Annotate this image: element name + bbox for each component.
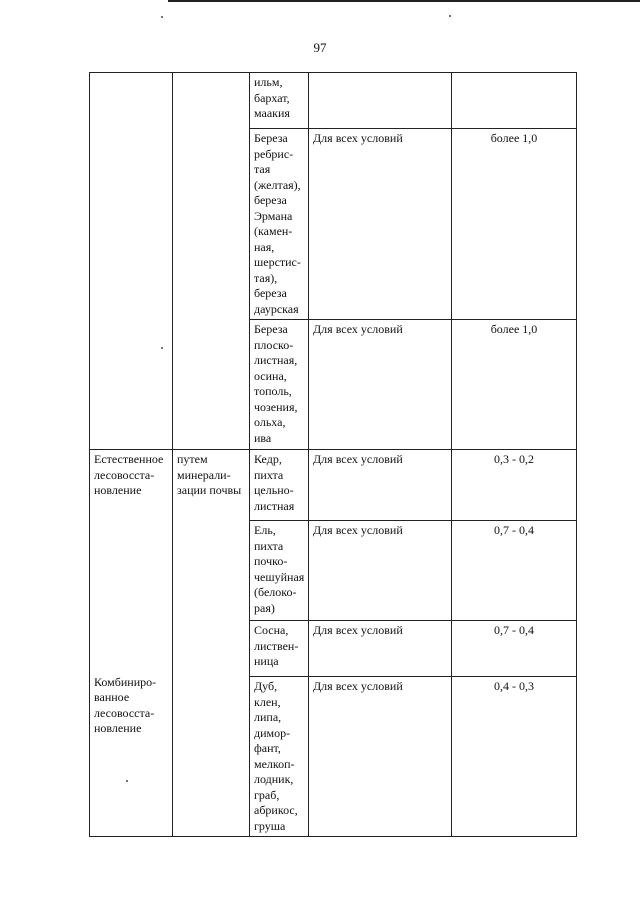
cell-text-line: груша [254, 818, 286, 833]
cell-text-line: Береза [254, 322, 288, 336]
value-cell: более 1,0 [452, 129, 577, 320]
cell-text-line: плоско- [254, 337, 294, 352]
cell-text-line: тая [254, 162, 271, 176]
table-row [90, 73, 577, 129]
cell-text-line: путем [177, 452, 208, 466]
cell-text-line: клен, [254, 694, 281, 709]
species-cell [250, 521, 309, 621]
value-cell: 0,7 - 0,4 [452, 621, 577, 677]
cell-text-line: Эрмана [254, 208, 293, 223]
cell-text-line: осина, [254, 368, 287, 383]
conditions-cell: Для всех условий [309, 320, 452, 450]
cell-text-line: ольха, [254, 415, 286, 429]
technique-cell [173, 450, 250, 837]
species-cell [250, 129, 309, 320]
cell-text-line: ная, [254, 239, 275, 254]
mineralization-label [177, 452, 245, 499]
cell-text-line: новление [94, 721, 142, 735]
cell-text-line: ильм, [254, 75, 283, 89]
cell-text-line: Ель, [254, 523, 276, 537]
cell-text-line: Береза [254, 131, 288, 145]
value-cell: 0,4 - 0,3 [452, 677, 577, 837]
cell-text-line: зации почвы [177, 483, 242, 497]
cell-text-line: Дуб, [254, 679, 278, 693]
cell-text-line: ива [254, 430, 272, 445]
top-border-line [168, 0, 640, 2]
cell-text-line: новление [94, 483, 142, 497]
cell-text-line: ница [254, 654, 279, 668]
conditions-cell: Для всех условий [309, 677, 452, 837]
cell-text-line: тополь, [254, 384, 292, 398]
cell-text-line: тая), [254, 270, 278, 285]
cell-text-line: лесовосста- [94, 467, 155, 482]
cell-text-line: пихта [254, 538, 284, 553]
value-cell: более 1,0 [452, 320, 577, 450]
cell-text-line: рая) [254, 600, 275, 615]
technique-cell [173, 73, 250, 450]
cell-text-line: шерстис- [254, 255, 301, 269]
combined-method-label [94, 675, 168, 737]
cell-text-line: мелкоп- [254, 756, 295, 771]
cell-text-line: маакия [254, 106, 290, 120]
cell-text-line: фант, [254, 741, 281, 755]
cell-text-line: Кедр, [254, 452, 282, 466]
cell-text-line: минерали- [177, 467, 231, 482]
cell-text-line: (камен- [254, 224, 293, 238]
cell-text-line: липа, [254, 710, 282, 724]
cell-text-line: ребрис- [254, 146, 294, 161]
reforestation-table [89, 72, 577, 837]
value-cell: 0,3 - 0,2 [452, 450, 577, 521]
cell-text-line: абрикос, [254, 803, 298, 817]
cell-text-line: ванное [94, 690, 130, 704]
cell-text-line: листная, [254, 353, 298, 367]
value-cell: 0,7 - 0,4 [452, 521, 577, 621]
cell-text-line: Естественное [94, 452, 164, 466]
conditions-cell: Для всех условий [309, 129, 452, 320]
method-cell [90, 73, 173, 450]
page-number: 97 [313, 40, 327, 55]
cell-text-line: береза [254, 286, 287, 300]
cell-text-line: листвен- [254, 638, 299, 653]
cell-text-line: даурская [254, 301, 299, 316]
natural-method-label [94, 452, 168, 499]
cell-text-line: цельно- [254, 483, 294, 497]
cell-text-line: (белоко- [254, 585, 297, 599]
scan-speck [161, 16, 163, 18]
conditions-cell [309, 73, 452, 129]
species-cell [250, 450, 309, 521]
method-cell [90, 450, 173, 837]
species-cell [250, 320, 309, 450]
cell-text-line: пихта [254, 467, 284, 482]
cell-text-line: граб, [254, 787, 280, 802]
value-cell [452, 73, 577, 129]
species-cell [250, 677, 309, 837]
cell-text-line: (желтая), [254, 177, 301, 192]
cell-text-line: Сосна, [254, 623, 289, 637]
cell-text-line: листная [254, 498, 295, 513]
conditions-cell: Для всех условий [309, 450, 452, 521]
cell-text-line: чешуйная [254, 569, 305, 584]
conditions-cell: Для всех условий [309, 521, 452, 621]
cell-text-line: почко- [254, 554, 288, 568]
conditions-cell: Для всех условий [309, 621, 452, 677]
cell-text-line: береза [254, 193, 287, 207]
species-cell [250, 621, 309, 677]
scan-speck [449, 15, 451, 17]
cell-text-line: лесовосста- [94, 705, 155, 720]
species-cell [250, 73, 309, 129]
cell-text-line: Комбиниро- [94, 674, 157, 689]
table-row [90, 450, 577, 521]
cell-text-line: димор- [254, 725, 291, 740]
cell-text-line: бархат, [254, 90, 290, 105]
cell-text-line: лодник, [254, 772, 294, 786]
cell-text-line: чозения, [254, 399, 298, 414]
